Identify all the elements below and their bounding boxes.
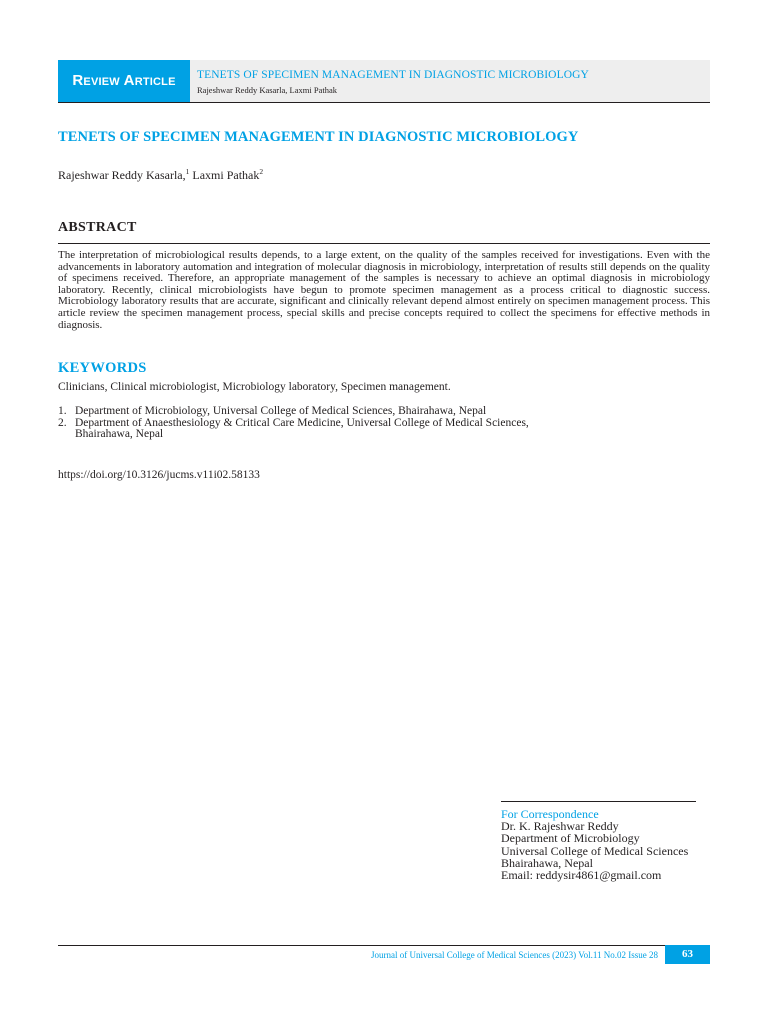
correspondence-location: Bhairahawa, Nepal (501, 855, 593, 870)
affiliation-marker: 2 (259, 167, 264, 176)
correspondence-institution: Universal College of Medical Sciences (501, 843, 689, 858)
correspondence-divider (501, 801, 696, 802)
article-type-tag: Review Article (58, 60, 190, 102)
keywords-heading: KEYWORDS (58, 360, 147, 376)
abstract-divider (58, 243, 710, 244)
author-name: Laxmi Pathak (189, 168, 260, 182)
footer-journal-citation: Journal of Universal College of Medical Sciences (2023) Vol.11 No.02 Issue 28 (370, 950, 658, 960)
affiliation-text: Department of Microbiology, Universal College of Medical Sciences, Bhairahawa, Nepal (75, 405, 487, 417)
correspondence-name: Dr. K. Rajeshwar Reddy (501, 819, 619, 834)
author-line (58, 168, 263, 183)
doi-link[interactable]: https://doi.org/10.3126/jucms.v11i02.58133 (58, 469, 260, 481)
running-title: TENETS OF SPECIMEN MANAGEMENT IN DIAGNOSTIC MICROBIOLOGY (197, 69, 589, 81)
affiliation-number: 1. (58, 405, 67, 417)
author-name: Rajeshwar Reddy Kasarla, (58, 168, 186, 182)
correspondence-label: For Correspondence (501, 807, 599, 821)
affiliation-marker: 1 (185, 167, 190, 176)
affiliation-number: 2. (58, 416, 67, 429)
correspondence-block (501, 808, 688, 881)
correspondence-department: Department of Microbiology (501, 831, 640, 846)
abstract-body: The interpretation of microbiological results depends, to a large extent, on the quality of the samples received for investigations. Even with the advancements in laboratory automation and integration of molecular diagnosis in microbiology, interpretation of results still depends on the quality of specimens received. Therefore, an appropriate management of the samples is necessary to achieve an optimal diagnosis in microbiology laboratory. Recently, clinical microbiologists have begun to promote specimen management as a process critical to diagnostic success. Microbiology laboratory results that are accurate, significant and clinically relevant depend almost entirely on specimen management process. This article review the specimen management process, special skills and precise concepts required to collect the specimens for effective methods in diagnosis. (58, 249, 710, 331)
correspondence-email[interactable]: Email: reddysir4861@gmail.com (501, 868, 662, 883)
page-number: 63 (665, 945, 710, 964)
footer-divider (58, 945, 710, 946)
running-header (58, 60, 710, 103)
keywords-list: Clinicians, Clinical microbiologist, Microbiology laboratory, Specimen management. (58, 381, 451, 393)
affiliation-list (58, 406, 548, 441)
affiliation-item (58, 418, 548, 441)
abstract-heading: ABSTRACT (58, 220, 137, 235)
running-authors: Rajeshwar Reddy Kasarla, Laxmi Pathak (197, 85, 337, 95)
affiliation-text: Department of Anaesthesiology & Critical Care Medicine, Universal College of Medical Sciences, Bhairahawa, Nepal (75, 416, 529, 440)
article-title: TENETS OF SPECIMEN MANAGEMENT IN DIAGNOSTIC MICROBIOLOGY (58, 129, 579, 145)
